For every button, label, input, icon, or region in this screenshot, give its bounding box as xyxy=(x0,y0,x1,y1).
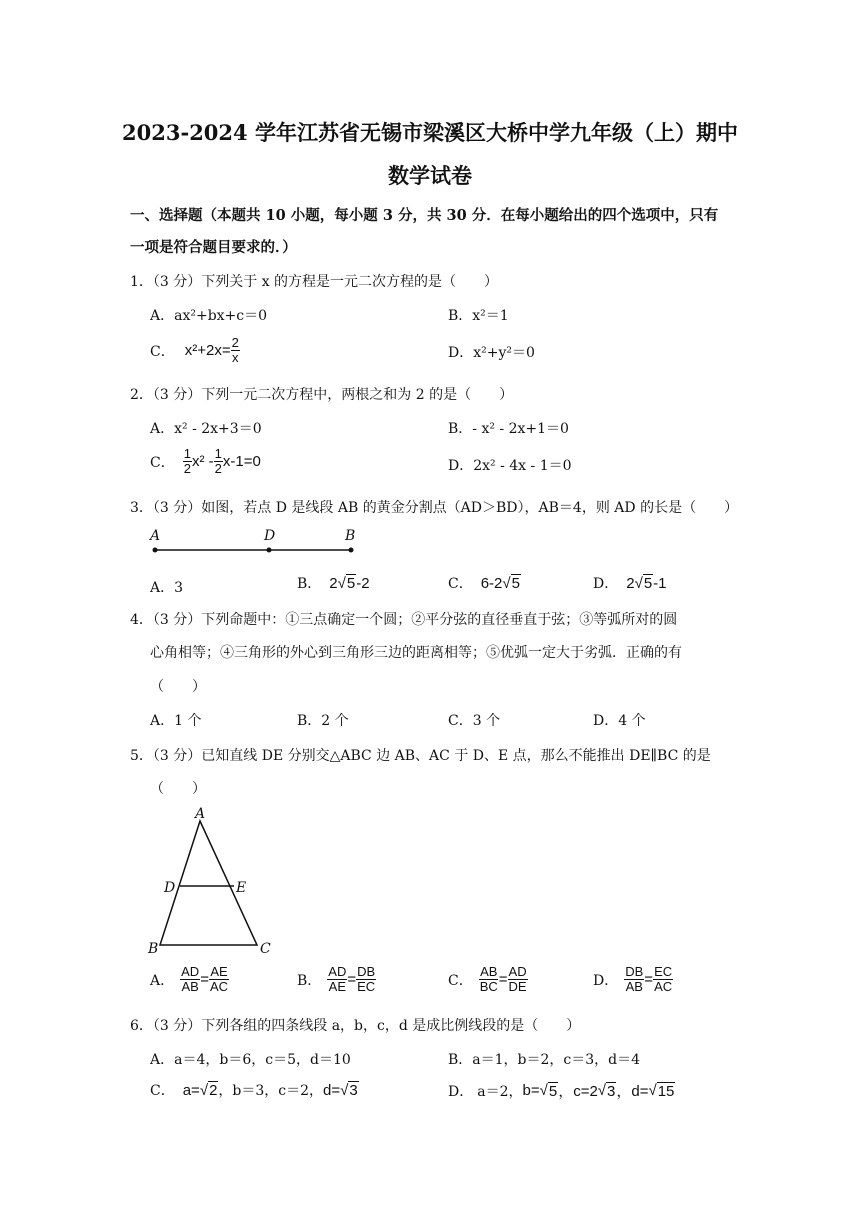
coefficient: 2 xyxy=(329,574,338,592)
question-5-line2: （ ） xyxy=(150,781,206,797)
option-label: C． xyxy=(448,972,473,989)
fraction xyxy=(214,447,223,476)
denominator: AC xyxy=(209,979,229,994)
question-3-stem: 3．（3 分）如图，若点 D 是线段 AB 的黄金分割点（AD＞BD），AB＝4，则 AD 的长是（ ） xyxy=(130,500,739,516)
denominator: x xyxy=(231,350,239,365)
fraction xyxy=(327,965,347,994)
var-d: d= xyxy=(323,1081,341,1099)
option-label: C． xyxy=(150,343,175,360)
point-d xyxy=(267,548,272,553)
fraction xyxy=(180,965,200,994)
question-2-option-a: A．x² - 2x+3＝0 xyxy=(150,421,262,437)
fraction xyxy=(209,965,229,994)
sqrt-sign: √ xyxy=(502,574,511,592)
question-5-option-a xyxy=(150,965,229,994)
label-a: A xyxy=(150,528,161,544)
equals: = xyxy=(644,971,654,988)
sqrt-sign: √ xyxy=(634,574,643,592)
label-d: D xyxy=(164,880,176,896)
sqrt-sign: √ xyxy=(340,1081,349,1099)
numerator: AD xyxy=(508,964,527,979)
question-6-option-b: B．a＝1，b＝2，c＝3，d＝4 xyxy=(448,1052,641,1068)
triangle-figure xyxy=(140,800,280,960)
question-4-option-b: B．2 个 xyxy=(297,713,349,729)
denominator: 2 xyxy=(183,461,191,476)
question-5-option-d xyxy=(593,965,673,994)
question-4-line2: 心角相等；④三角形的外心到三角形三边的距离相等；⑤优弧一定大于劣弧．正确的有 xyxy=(150,645,682,661)
fraction xyxy=(479,965,499,994)
option-label: C． xyxy=(150,454,175,471)
suffix: -2 xyxy=(356,574,370,592)
numerator: 2 xyxy=(231,335,239,350)
option-label: D． xyxy=(448,1083,474,1100)
sqrt-sign: √ xyxy=(199,1081,209,1099)
denominator: AB xyxy=(625,979,643,994)
fraction xyxy=(624,965,644,994)
label-c: C xyxy=(260,941,271,957)
page-title-line2: 数学试卷 xyxy=(388,163,472,188)
numerator: AD xyxy=(328,964,347,979)
question-5-line1: 5．（3 分）已知直线 DE 分别交△ABC 边 AB、AC 于 D、E 点，那么不能推出 DE∥BC 的是 xyxy=(130,748,711,764)
middle-text: ，b＝3，c＝2， xyxy=(218,1083,324,1099)
denominator: AC xyxy=(654,979,673,994)
option-label: B． xyxy=(297,576,322,592)
radicand: 5 xyxy=(548,1082,558,1100)
section-header-line1: 一、选择题（本题共 10 小题，每小题 3 分，共 30 分．在每小题给出的四个选项中，只有 xyxy=(130,207,719,224)
coefficient: 2 xyxy=(626,574,635,592)
question-5-option-c xyxy=(448,965,528,994)
option-label: C． xyxy=(150,1083,175,1099)
question-6-option-c xyxy=(150,1080,359,1100)
var-d: ，d= xyxy=(616,1083,649,1100)
question-3-option-c xyxy=(448,573,521,593)
sqrt-sign: √ xyxy=(337,574,346,592)
label-e: E xyxy=(236,880,247,896)
question-2-option-d: D．2x² - 4x - 1＝0 xyxy=(448,458,572,474)
equals: = xyxy=(498,971,508,988)
sqrt-sign: √ xyxy=(648,1082,657,1099)
question-1-option-d: D．x²+y²＝0 xyxy=(448,345,535,361)
numerator: AE xyxy=(210,964,228,979)
question-2-option-c xyxy=(150,447,261,476)
question-6-option-a: A．a＝4，b＝6，c＝5，d＝10 xyxy=(150,1052,351,1068)
label-a: A xyxy=(195,806,206,822)
radicand: 3 xyxy=(607,1082,616,1100)
question-3-option-d xyxy=(593,573,667,593)
segment-figure xyxy=(145,526,365,558)
var-a: a＝2， xyxy=(477,1083,523,1100)
numerator: AD xyxy=(181,964,200,979)
point-a xyxy=(153,548,158,553)
question-2-stem: 2．（3 分）下列一元二次方程中，两根之和为 2 的是（ ） xyxy=(130,387,514,403)
var-b: b= xyxy=(522,1082,540,1099)
question-2-option-b: B．- x² - 2x+1＝0 xyxy=(448,421,569,437)
option-label: C． xyxy=(448,576,473,592)
question-3-option-b xyxy=(297,573,370,593)
equation-middle: x² - xyxy=(191,453,214,470)
label-b: B xyxy=(148,941,159,957)
denominator: BC xyxy=(479,979,498,994)
question-5-option-b xyxy=(297,965,376,994)
option-label: A． xyxy=(150,972,175,989)
coefficient: 6-2 xyxy=(480,574,503,592)
question-3-option-a: A．3 xyxy=(150,580,184,596)
radicand: 5 xyxy=(643,575,653,592)
question-1-option-c xyxy=(150,336,240,365)
question-4-option-a: A．1 个 xyxy=(150,713,202,729)
option-label: D． xyxy=(593,972,619,989)
suffix: -1 xyxy=(653,574,667,592)
equals: = xyxy=(347,971,357,988)
question-1-stem: 1．（3 分）下列关于 x 的方程是一元二次方程的是（ ） xyxy=(130,274,499,290)
var-c: ，c=2 xyxy=(558,1083,598,1100)
point-b xyxy=(349,548,354,553)
equation-end: x-1=0 xyxy=(222,453,261,470)
question-4-option-c: C．3 个 xyxy=(448,713,501,729)
sqrt-sign: √ xyxy=(539,1082,548,1099)
fraction xyxy=(183,447,192,476)
fraction xyxy=(508,965,528,994)
fraction xyxy=(653,965,673,994)
question-4-line3: （ ） xyxy=(150,679,206,695)
denominator: EC xyxy=(357,979,376,994)
question-4-option-d: D．4 个 xyxy=(593,713,646,729)
option-label: D． xyxy=(593,576,619,592)
numerator: AB xyxy=(480,964,498,979)
denominator: AB xyxy=(181,979,199,994)
fraction xyxy=(356,965,376,994)
fraction xyxy=(231,336,240,365)
label-b: B xyxy=(345,528,356,544)
numerator: DB xyxy=(625,964,644,979)
denominator: AE xyxy=(328,979,346,994)
question-1-option-a: A．ax²+bx+c＝0 xyxy=(150,308,268,324)
question-4-line1: 4．（3 分）下列命题中：①三点确定一个圆；②平分弦的直径垂直于弦；③等弧所对的圆 xyxy=(130,612,678,628)
radicand: 5 xyxy=(511,575,520,592)
var-a: a= xyxy=(182,1081,200,1099)
denominator: 2 xyxy=(214,461,222,476)
numerator: 1 xyxy=(214,446,222,461)
question-6-stem: 6．（3 分）下列各组的四条线段 a，b，c，d 是成比例线段的是（ ） xyxy=(130,1018,581,1034)
option-label: B． xyxy=(297,972,322,989)
denominator: DE xyxy=(508,979,527,994)
numerator: 1 xyxy=(183,446,191,461)
question-6-option-d xyxy=(448,1080,675,1101)
radicand: 15 xyxy=(657,1082,675,1100)
equals: = xyxy=(200,971,209,988)
radicand: 2 xyxy=(209,1082,218,1099)
numerator: EC xyxy=(654,964,673,979)
label-d: D xyxy=(264,528,276,544)
numerator: DB xyxy=(357,964,376,979)
section-header-line2: 一项是符合题目要求的．） xyxy=(130,239,297,256)
sqrt-sign: √ xyxy=(597,1082,607,1099)
radicand: 5 xyxy=(346,575,356,592)
question-1-option-b: B．x²＝1 xyxy=(448,308,509,324)
equation-lhs: x²+2x= xyxy=(184,342,231,359)
page-title-line1: 2023-2024 学年江苏省无锡市梁溪区大桥中学九年级（上）期中 xyxy=(122,120,738,145)
radicand: 3 xyxy=(349,1082,358,1099)
